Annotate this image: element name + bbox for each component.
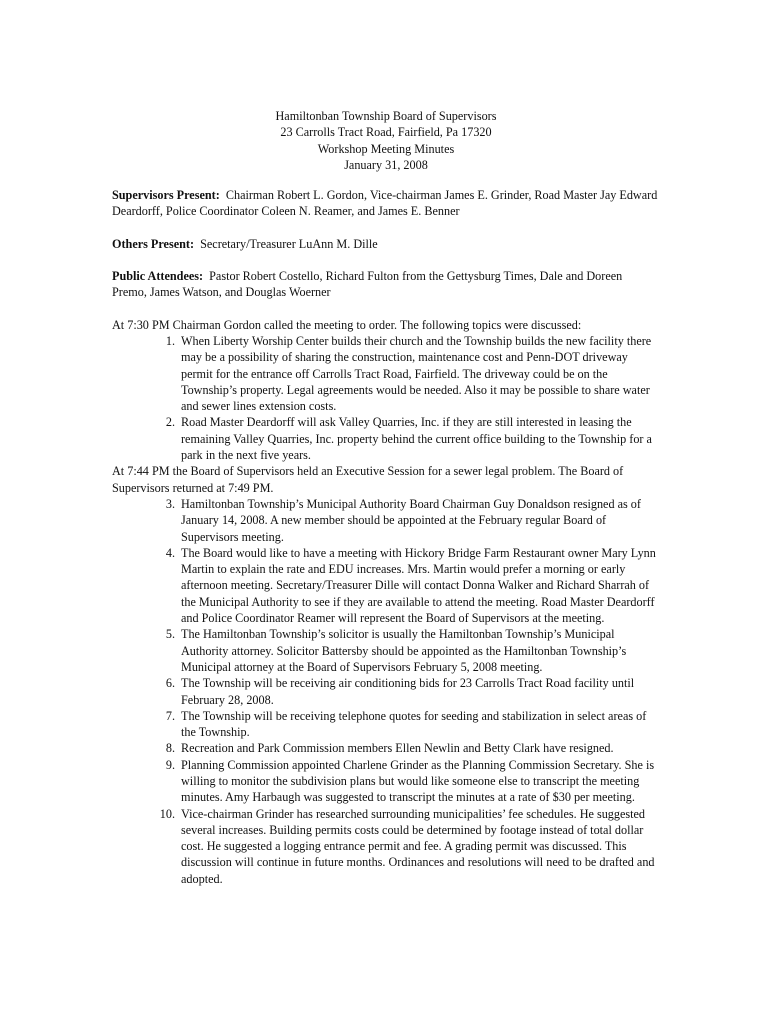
public-text: Pastor Robert Costello, Richard Fulton from the Gettysburg Times, Dale and Doreen Premo, James Watson, and Douglas Woerner [112,269,623,300]
others-present [112,236,660,252]
item-text: The Township will be receiving telephone quotes for seeding and stabilization in select areas of the Township. [181,708,647,740]
executive-session-paragraph: At 7:44 PM the Board of Supervisors held an Executive Session for a sewer legal problem. The Board of Supervisors returned at 7:49 PM. [112,464,624,495]
public-label: Public Attendees: [112,269,204,284]
list-item [112,806,660,887]
list-item [112,675,660,708]
item-number: 6. [165,676,175,691]
item-text: Recreation and Park Commission members Ellen Newlin and Betty Clark have resigned. [181,741,614,756]
item-number: 7. [165,708,175,723]
list-item [112,414,660,463]
list-item [112,626,660,675]
document-header [112,108,660,173]
header-date: January 31, 2008 [344,157,428,172]
item-number: 5. [165,627,175,642]
header-address: 23 Carrolls Tract Road, Fairfield, Pa 17320 [280,125,492,140]
item-number: 10. [159,806,175,821]
intro-paragraph: At 7:30 PM Chairman Gordon called the meeting to order. The following topics were discussed: [112,317,582,332]
item-number: 9. [165,757,175,772]
item-text: The Township will be receiving air conditioning bids for 23 Carrolls Tract Road facility until February 28, 2008. [181,676,635,707]
others-text: Secretary/Treasurer LuAnn M. Dille [200,236,378,251]
item-number: 4. [165,545,175,560]
supervisors-text: Chairman Robert L. Gordon, Vice-chairman James E. Grinder, Road Master Jay Edward Deardorff, Police Coordinator Coleen N. Reamer, and James E. Benner [112,188,658,219]
item-text: Vice-chairman Grinder has researched surrounding municipalities’ fee schedules. He suggested several increases. Building permits costs could be determined by footage instead of total dollar cost. He suggested a logging entrance permit and fee. A grading permit was discussed. This discussion will continue in future months. Ordinances and resolutions will need to be drafted and adopted. [181,806,655,886]
list-item [112,757,660,806]
supervisors-present [112,187,660,220]
topic-list-a [112,333,660,463]
others-label: Others Present: [112,236,195,251]
item-text: Road Master Deardorff will ask Valley Quarries, Inc. if they are still interested in leasing the remaining Valley Quarries, Inc. property behind the current office building to the Township for a park in the next five years. [181,415,652,463]
public-attendees [112,268,660,301]
supervisors-label: Supervisors Present: [112,188,220,203]
item-number: 1. [165,333,175,348]
item-text: The Hamiltonban Township’s solicitor is usually the Hamiltonban Township’s Municipal Authority attorney. Solicitor Battersby should be appointed as the Hamiltonban Township’s Municipal attorney at the Board of Supervisors February 5, 2008 meeting. [181,627,627,674]
header-township: Hamiltonban Township Board of Supervisors [275,109,497,123]
list-item [112,333,660,414]
item-text: Hamiltonban Township’s Municipal Authority Board Chairman Guy Donaldson resigned as of January 14, 2008. A new member should be appointed at the February regular Board of Supervisors meeting. [181,496,641,544]
item-number: 3. [165,496,175,511]
list-item [112,496,660,545]
document-page [112,108,660,887]
header-meeting-type: Workshop Meeting Minutes [317,141,455,156]
item-number: 8. [165,741,175,756]
item-text: Planning Commission appointed Charlene Grinder as the Planning Commission Secretary. She is willing to monitor the subdivision plans but would like someone else to transcript the meeting minutes. Amy Harbaugh was suggested to transcript the minutes at a rate of $30 per meeting. [181,757,655,805]
topic-list-b [112,496,660,887]
item-text: The Board would like to have a meeting with Hickory Bridge Farm Restaurant owner Mary Lynn Martin to explain the rate and EDU increases. Mrs. Martin would prefer a morning or early afternoon meeting. Secretary/Treasurer Dille will contact Donna Walker and Richard Sharrah of the Municipal Authority to see if they are available to attend the meeting. Road Master Deardorff and Police Coordinator Reamer will represent the Board of Supervisors at the meeting. [181,545,656,626]
item-text: When Liberty Worship Center builds their church and the Township builds the new facility there may be a possibility of sharing the construction, maintenance cost and Penn-DOT driveway permit for the entrance off Carrolls Tract Road, Fairfield. The driveway could be on the Township’s property. Legal agreements would be needed. Also it may be possible to share water and sewer lines extension costs. [181,333,652,414]
list-item [112,740,660,756]
item-number: 2. [165,415,175,430]
list-item [112,708,660,741]
list-item [112,545,660,626]
